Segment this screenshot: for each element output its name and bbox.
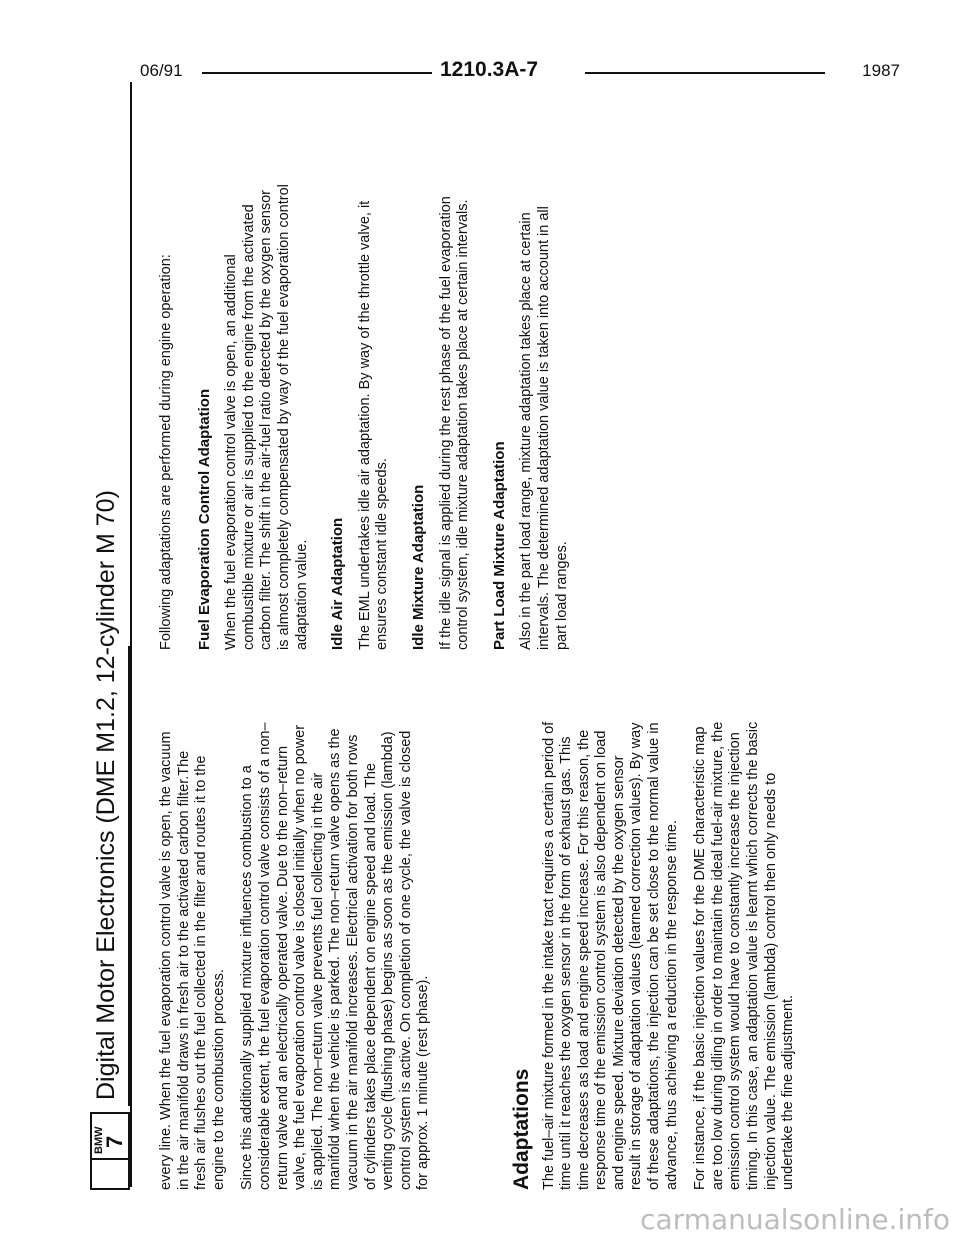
bmw-logo [90, 1112, 130, 1190]
logo-brand: BMW [93, 1126, 105, 1154]
header-section-number: 1210.3A-7 [440, 58, 539, 81]
watermark: carmanualsonline.info [640, 1203, 950, 1236]
title-row [90, 110, 134, 1190]
paragraph: The EML undertakes idle air adaptation. By way of the throttle valve, it ensures constant idle speeds. [356, 200, 391, 650]
paragraph: Since this additionally supplied mixture influences combustion to a considerable extent, the fuel evaporation control valve consists of a non–return valve and an electrically operated valve. Due to the non–return valve, the fuel evaporation control valve is closed initially when no power is applied. The non–return valve prevents fuel collecting in the air manifold when the vehicle is parked. The non–return valve opens as the vacuum in the air manifold increases. Electrical activation for both rows of cylinders takes place dependent on engine speed and load. The venting cycle (flushing phase) begins as soon as the emission (lambda) control system is active. On completion of one cycle, the valve is closed for approx. 1 minute (rest phase). [239, 722, 432, 1190]
header-date: 06/91 [140, 61, 183, 80]
page-header [140, 55, 900, 95]
section-heading-adaptations: Adaptations [509, 1068, 533, 1190]
paragraph: For instance, if the basic injection values for the DME characteristic map are too low during idling in order to maintain the ideal fuel-air mixture, the emission control system would have to constantly increase the injection timing. In this case, an adaptation value is learnt which corrects the basic injection value. The emission (lambda) control then only needs to undertake the fine adjustment. [692, 721, 797, 1190]
paragraph: The fuel–air mixture formed in the intake tract requires a certain period of time until it reaches the oxygen sensor in the form of exhaust gas. This time decreases as load and engine speed increase. For this reason, the response time of the emission control system is also dependent on load and engine speed. Mixture deviation detected by the oxygen sensor result in storage of adaptation values (learned correction values). By way of these adaptations, the injection can be set close to the normal value in advance, thus achieving a reduction in the response time. [540, 721, 680, 1190]
logo-series: 7 [102, 1135, 127, 1148]
header-rule-right [585, 72, 825, 74]
page-title: Digital Motor Electronics (DME M1.2, 12-cylinder M 70) [92, 490, 120, 1100]
logo-box [92, 1158, 128, 1188]
header-rule-left [202, 72, 432, 74]
subheading-part-load: Part Load Mixture Adaptation [490, 441, 508, 650]
paragraph: Also in the part load range, mixture adaptation takes place at certain intervals. The determined adaptation value is taken into account in all part load ranges. [518, 206, 570, 650]
paragraph: If the idle signal is applied during the rest phase of the fuel evaporation control system, idle mixture adaptation takes place at certain intervals. [437, 196, 472, 650]
left-column [158, 720, 809, 1190]
paragraph: When the fuel evaporation control valve is open, an additional combustible mixture or air is supplied to the engine from the activated carbon filter. The shift in the air-fuel ratio detected by the oxygen sensor is almost completely compensated by way of the fuel evaporation control adaptation value. [223, 184, 310, 650]
rotated-page-content [90, 110, 797, 1190]
title-underline [128, 646, 130, 1106]
header-year: 1987 [862, 61, 900, 80]
subheading-idle-mixture: Idle Mixture Adaptation [409, 484, 427, 650]
subheading-idle-air: Idle Air Adaptation [329, 517, 347, 650]
subheading-fuel-evaporation: Fuel Evaporation Control Adaptation [195, 388, 213, 650]
paragraph: every line. When the fuel evaporation control valve is open, the vacuum in the air manifold draws in fresh air to the activated carbon filter.The fresh air flushes out the fuel collected in the filter and routes it to the engine to the combustion process. [158, 731, 227, 1190]
paragraph: Following adaptations are performed during engine operation: [158, 254, 174, 650]
right-column [158, 180, 582, 650]
